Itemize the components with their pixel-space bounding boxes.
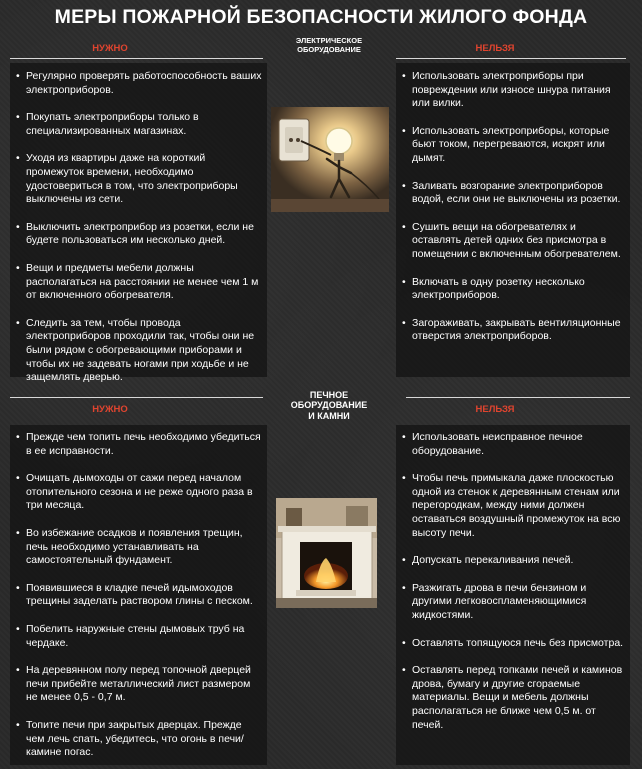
stove-section-label: [265, 390, 393, 421]
list-item: • Сушить вещи на обогревателях и оставлять детей одних без присмотра в помещении с включенным обогревателем.: [402, 221, 627, 262]
electrical-do-list: [16, 70, 263, 385]
stove-dont-heading: НЕЛЬЗЯ: [475, 404, 515, 415]
stove-dont-panel: [396, 425, 630, 765]
fireplace-image: [276, 498, 377, 608]
list-item: • Уходя из квартиры даже на короткий промежуток времени, необходимо удостовериться в том, что электроприборы выключены из сети.: [16, 152, 263, 206]
list-item: • Разжигать дрова в печи бензином и другими легковоспламеняющимися жидкостями.: [402, 582, 627, 623]
list-item: • Загораживать, закрывать вентиляционные отверстия электроприборов.: [402, 317, 627, 344]
list-item: • Использовать неисправное печное оборудование.: [402, 431, 627, 458]
list-item: • Допускать перекаливания печей.: [402, 554, 627, 568]
list-item: • Использовать электроприборы, которые бьют током, перегреваются, искрят или дымят.: [402, 125, 627, 166]
list-item: • Заливать возгорание электроприборов водой, если они не выключены из розетки.: [402, 180, 627, 207]
electrical-section-label: [265, 37, 393, 54]
list-item: • Вещи и предметы мебели должны располагаться на расстоянии не менее чем 1 м от включенного обогревателя.: [16, 262, 263, 303]
list-item: • Чтобы печь примыкала даже плоскостью одной из стенок к деревянным стенам или перегородкам, между ними должен оставаться воздушный промежуток на всю высоту печи.: [402, 472, 627, 540]
stove-label-line-1: ПЕЧНОЕ: [309, 390, 349, 400]
stove-do-list: [16, 431, 263, 760]
stove-do-heading: НУЖНО: [92, 404, 128, 415]
list-item: • Покупать электроприборы только в специализированных магазинах.: [16, 111, 263, 138]
stove-dont-list: [402, 431, 627, 732]
list-item: • Топите печи при закрытых дверцах. Прежде чем лечь спать, убедитесь, что огонь в печи/камине погас.: [16, 719, 263, 760]
electrical-dont-underline: [396, 58, 626, 59]
list-item: • Прежде чем топить печь необходимо убедиться в ее исправности.: [16, 431, 263, 458]
electrical-dont-list: [402, 70, 627, 344]
electrical-dont-panel: [396, 63, 630, 377]
list-item: • Оставлять перед топками печей и каминов дрова, бумагу и другие сгораемые материалы. Вещи и мебель должны располагаться не ближе чем 0,5 м. от печей.: [402, 664, 627, 732]
stove-label-line-3: И КАМНИ: [308, 410, 350, 421]
list-item: • Выключить электроприбор из розетки, если не будете пользоваться им несколько дней.: [16, 221, 263, 248]
list-item: • На деревянном полу перед топочной дверцей печи прибейте металлический лист размером не менее 0,5 - 0,7 м.: [16, 664, 263, 705]
stove-label-line-2: ОБОРУДОВАНИЕ: [290, 400, 368, 411]
list-item: • Очищать дымоходы от сажи перед началом отопительного сезона и не реже одного раза в три месяца.: [16, 472, 263, 513]
stove-do-panel: [10, 425, 267, 765]
electrical-dont-heading: НЕЛЬЗЯ: [475, 43, 515, 54]
list-item: • Оставлять топящуюся печь без присмотра.: [402, 637, 627, 651]
list-item: • Побелить наружные стены дымовых труб на чердаке.: [16, 623, 263, 650]
list-item: • Появившиеся в кладке печей идымоходов трещины заделать раствором глины с песком.: [16, 582, 263, 609]
electrical-do-underline: [10, 58, 263, 59]
list-item: • Использовать электроприборы при повреждении или износе шнура питания или вилки.: [402, 70, 627, 111]
stove-dont-top-line: [406, 397, 630, 398]
lightbulb-figure-plug-image: [271, 107, 389, 212]
electrical-label-line-2: ОБОРУДОВАНИЕ: [297, 44, 361, 54]
list-item: • Во избежание осадков и появления трещин, печь необходимо устанавливать на самостоятельный фундамент.: [16, 527, 263, 568]
page-title: МЕРЫ ПОЖАРНОЙ БЕЗОПАСНОСТИ ЖИЛОГО ФОНДА: [54, 6, 588, 28]
electrical-label-line-1: ЭЛЕКТРИЧЕСКОЕ: [295, 36, 363, 45]
electrical-do-heading: НУЖНО: [92, 43, 128, 54]
list-item: • Включать в одну розетку несколько электроприборов.: [402, 276, 627, 303]
electrical-do-panel: [10, 63, 267, 384]
stove-do-top-line: [10, 397, 263, 398]
list-item: • Следить за тем, чтобы провода электроприборов проходили так, чтобы они не были рядом с обогревающими приборами и чтобы их не задевать ногами при ходьбе и не защемлять дверью.: [16, 317, 263, 385]
list-item: • Регулярно проверять работоспособность ваших электроприборов.: [16, 70, 263, 97]
